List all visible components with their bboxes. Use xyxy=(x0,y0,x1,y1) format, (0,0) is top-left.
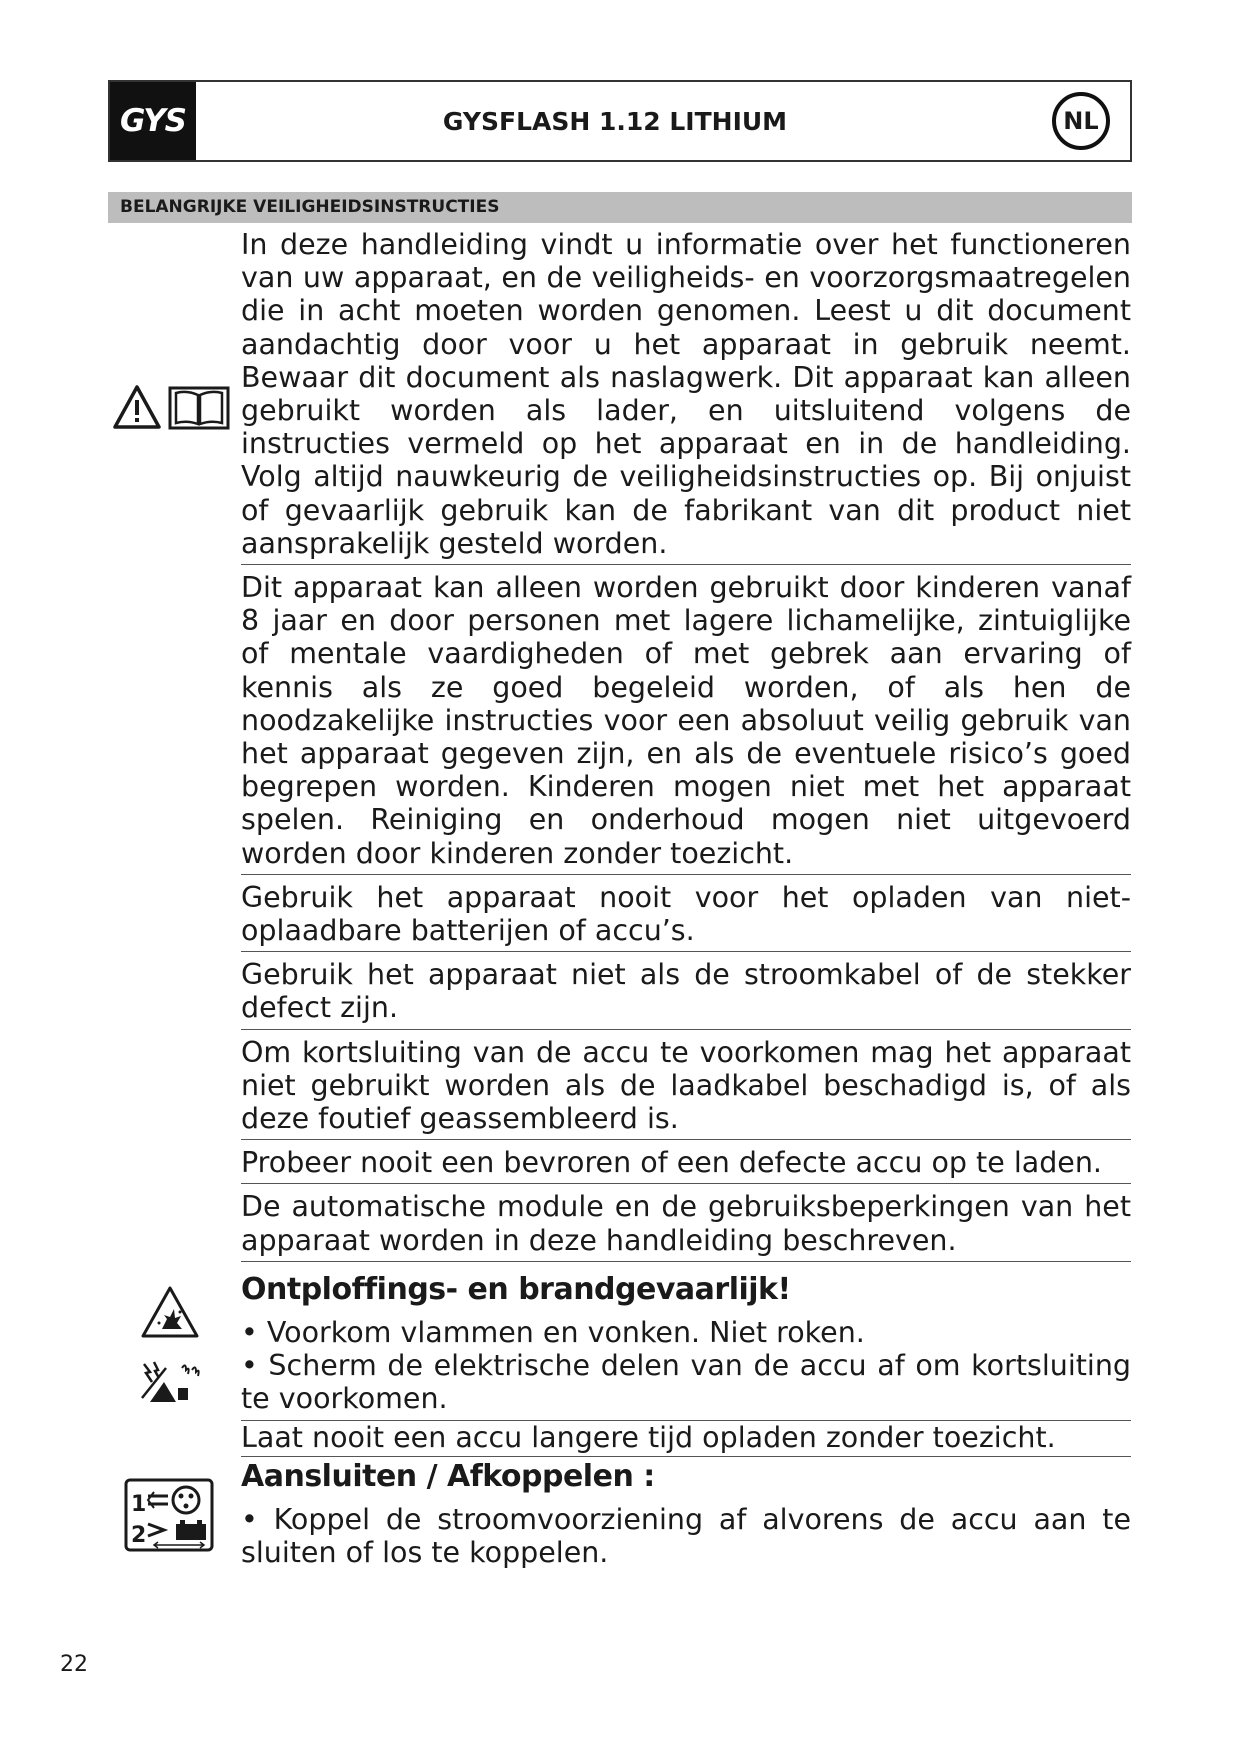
connect-disconnect-icon xyxy=(124,1478,214,1552)
paragraph-automatic-module: De automatische module en de gebruiksbeperkingen van het apparaat worden in deze handleiding beschreven. xyxy=(241,1190,1131,1261)
paragraph-cable-defect: Gebruik het apparaat niet als de stroomkabel of de stekker defect zijn. xyxy=(241,958,1131,1029)
paragraph-frozen-battery: Probeer nooit een bevroren of een defecte accu op te laden. xyxy=(241,1146,1131,1184)
connect-bullet-1: • Koppel de stroomvoorziening af alvorens de accu aan te sluiten of los te koppelen. xyxy=(241,1502,1131,1569)
explosion-bullet-1: • Voorkom vlammen en vonken. Niet roken. xyxy=(241,1315,865,1349)
step-number-1: 1 xyxy=(131,1492,147,1517)
step-number-2: 2 xyxy=(131,1523,147,1548)
page-number: 22 xyxy=(60,1652,88,1677)
product-title: GYSFLASH 1.12 LITHIUM xyxy=(442,106,788,136)
connect-heading: Aansluiten / Afkoppelen : xyxy=(241,1458,655,1494)
gys-logo xyxy=(110,82,196,160)
warning-triangle-icon xyxy=(112,384,162,430)
paragraph-intro: In deze handleiding vindt u informatie over het functioneren van uw apparaat, en de veiligheids- en voorzorgsmaatregelen die in acht moeten worden genomen. Leest u dit document aandachtig door voor u het apparaat in gebruik neemt. Bewaar dit document als naslagwerk. Dit apparaat kan alleen gebruikt worden als lader, en uitsluitend volgens de instructies vermeld op het apparaat en in de handleiding. Volg altijd nauwkeurig de veiligheidsinstructies op. Bij onjuist of gevaarlijk gebruik kan de fabrikant van dit product niet aansprakelijk gesteld worden. xyxy=(241,228,1131,565)
explosion-warning-icon xyxy=(140,1285,200,1339)
logo-text: GYS xyxy=(120,103,186,139)
explosion-heading: Ontploffings- en brandgevaarlijk! xyxy=(241,1271,791,1307)
paragraph-non-rechargeable: Gebruik het apparaat nooit voor het opladen van niet-oplaadbare batterijen of accu’s. xyxy=(241,881,1131,952)
explosion-note: Laat nooit een accu langere tijd opladen zonder toezicht. xyxy=(241,1421,1131,1457)
paragraph-short-circuit: Om kortsluiting van de accu te voorkomen mag het apparaat niet gebruikt worden als de laadkabel beschadigd is, of als deze foutief geassembleerd is. xyxy=(241,1036,1131,1141)
open-book-icon xyxy=(168,384,230,432)
paragraph-children: Dit apparaat kan alleen worden gebruikt door kinderen vanaf 8 jaar en door personen met lagere lichamelijke, zintuiglijke of mentale vaardigheden of met gebrek aan ervaring of kennis als ze goed begeleid worden, of als hen de noodzakelijke instructies voor een absoluut veilig gebruik van het apparaat gegeven zijn, en als de eventuele risico’s goed begrepen worden. Kinderen mogen niet met het apparaat spelen. Reiniging en onderhoud mogen niet uitgevoerd worden door kinderen zonder toezicht. xyxy=(241,571,1131,875)
safety-content xyxy=(241,228,1131,1579)
section-title: BELANGRIJKE VEILIGHEIDSINSTRUCTIES xyxy=(108,192,1132,223)
explosion-bullet-2: • Scherm de elektrische delen van de accu af om kortsluiting te voorkomen. xyxy=(241,1349,1131,1420)
document-header xyxy=(108,80,1132,162)
language-badge: NL xyxy=(1052,92,1110,150)
no-sparks-flames-icon xyxy=(136,1358,204,1404)
